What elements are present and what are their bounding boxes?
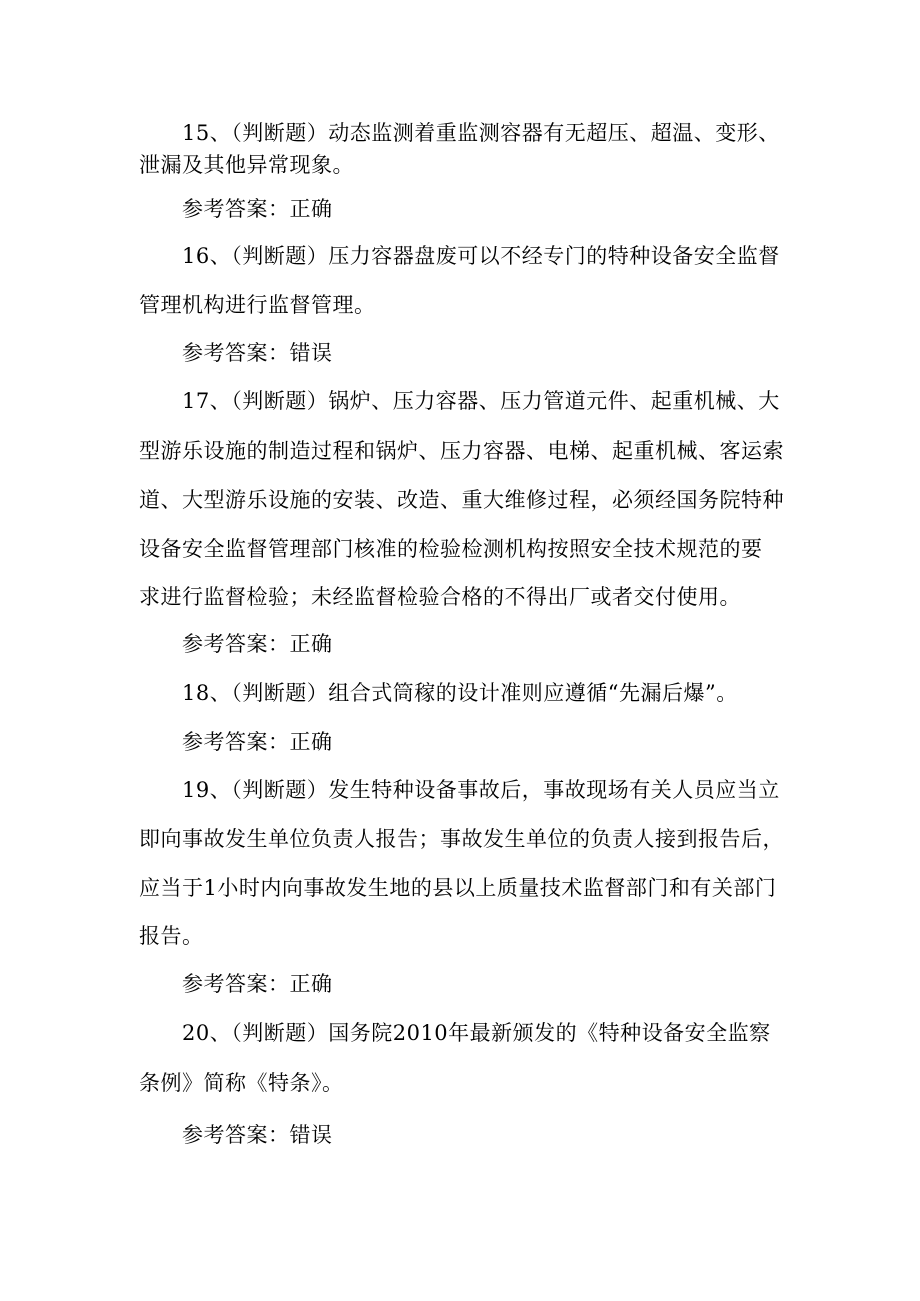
answer-15: 参考答案：正确: [182, 197, 333, 221]
question-16-line-1: 16、（判断题）压力容器盘废可以不经专门的特种设备安全监督: [182, 244, 780, 268]
question-19-line-4: 报告。: [139, 924, 204, 948]
question-17-line-3: 道、大型游乐设施的安装、改造、重大维修过程，必须经国务院特种: [139, 488, 784, 512]
question-17-line-1: 17、（判断题）锅炉、压力容器、压力管道元件、起重机械、大: [182, 389, 780, 413]
question-17-line-2: 型游乐设施的制造过程和锅炉、压力容器、电梯、起重机械、客运索: [139, 439, 784, 463]
question-17-line-4: 设备安全监督管理部门核准的检验检测机构按照安全技术规范的要: [139, 537, 763, 561]
question-18-line-1: 18、（判断题）组合式筒稼的设计准则应遵循“先漏后爆”。: [182, 681, 738, 705]
question-15-line-1: 15、（判断题）动态监测着重监测容器有无超压、超温、变形、: [182, 121, 780, 145]
question-20-line-1: 20、（判断题）国务院2010年最新颁发的《特种设备安全监察: [182, 1021, 771, 1045]
question-16-line-2: 管理机构进行监督管理。: [139, 293, 376, 317]
answer-16: 参考答案：错误: [182, 341, 333, 365]
question-15-line-2: 泄漏及其他异常现象。: [139, 153, 354, 177]
question-19-line-3: 应当于1小时内向事故发生地的县以上质量技术监督部门和有关部门: [139, 876, 777, 900]
answer-17: 参考答案：正确: [182, 632, 333, 656]
question-19-line-2: 即向事故发生单位负责人报告；事故发生单位的负责人接到报告后，: [139, 827, 784, 851]
question-19-line-1: 19、（判断题）发生特种设备事故后，事故现场有关人员应当立: [182, 778, 780, 802]
answer-18: 参考答案：正确: [182, 730, 333, 754]
question-17-line-5: 求进行监督检验；未经监督检验合格的不得出厂或者交付使用。: [139, 585, 741, 609]
question-20-line-2: 条例》简称《特条》。: [139, 1071, 344, 1095]
answer-20: 参考答案：错误: [182, 1123, 333, 1147]
answer-19: 参考答案：正确: [182, 972, 333, 996]
